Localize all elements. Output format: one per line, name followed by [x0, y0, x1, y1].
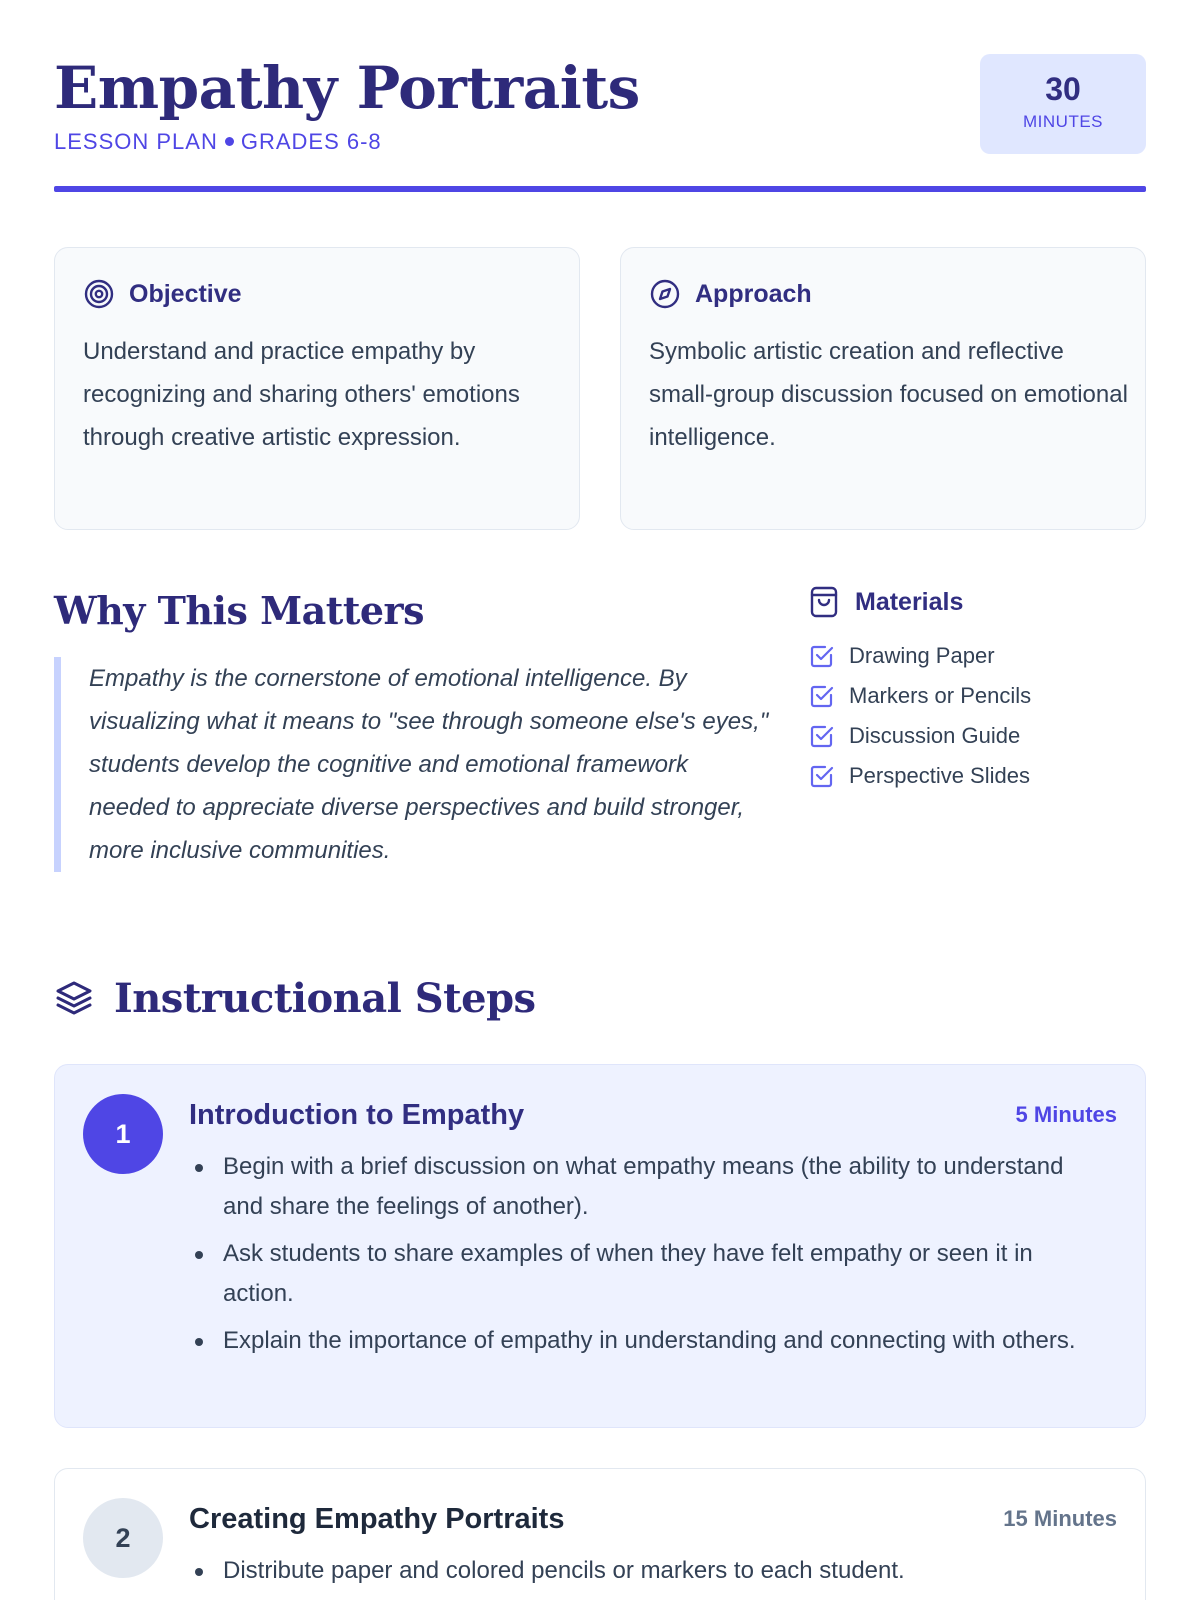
materials-list — [809, 636, 1146, 796]
step-bullet: Distribute paper and colored pencils or markers to each student. — [189, 1551, 1109, 1591]
step-card-active[interactable] — [54, 1064, 1146, 1428]
step-bullet: Explain the importance of empathy in understanding and connecting with others. — [189, 1321, 1109, 1361]
materials-item — [809, 716, 1146, 756]
materials-panel — [809, 585, 1146, 796]
objective-heading: Objective — [129, 279, 242, 308]
materials-heading: Materials — [855, 587, 964, 616]
steps-heading: Instructional Steps — [114, 974, 536, 1022]
objective-text: Understand and practice empathy by recognizing and sharing others' emotions through creative artistic expression. — [83, 338, 520, 451]
shopping-bag-icon — [809, 585, 839, 619]
materials-item-label: Markers or Pencils — [849, 683, 1032, 708]
duration-badge — [980, 54, 1146, 154]
step-bullets — [189, 1147, 1109, 1368]
checkbox-checked-icon — [809, 643, 835, 669]
checkbox-checked-icon — [809, 723, 835, 749]
subtitle-lesson-plan: LESSON PLAN — [54, 129, 218, 154]
materials-item-label: Drawing Paper — [849, 643, 995, 668]
subtitle-grades: GRADES 6-8 — [240, 129, 382, 154]
approach-header — [649, 278, 812, 310]
layers-icon — [54, 978, 94, 1018]
materials-item — [809, 756, 1146, 796]
materials-item — [809, 676, 1146, 716]
checkbox-checked-icon — [809, 763, 835, 789]
target-icon — [83, 278, 115, 310]
materials-item — [809, 636, 1146, 676]
approach-text: Symbolic artistic creation and reflective small-group discussion focused on emotional intelligence. — [649, 338, 1128, 451]
objective-card — [54, 247, 580, 530]
bullet-dot-icon — [225, 137, 234, 146]
step-number-badge: 2 — [83, 1498, 163, 1578]
approach-card — [620, 247, 1146, 530]
header-divider — [54, 186, 1146, 192]
step-duration: 5 Minutes — [1015, 1102, 1117, 1127]
step-duration: 15 Minutes — [1003, 1506, 1117, 1531]
compass-icon — [649, 278, 681, 310]
duration-value: 30 — [1045, 71, 1081, 107]
page-title: Empathy Portraits — [54, 54, 640, 122]
why-quote: Empathy is the cornerstone of emotional intelligence. By visualizing what it means to "see through someone else's eyes," students develop the cognitive and emotional framework needed to appreciate diverse perspectives and build stronger, more inclusive communities. — [54, 657, 769, 872]
step-number-badge: 1 — [83, 1094, 163, 1174]
step-bullet: Begin with a brief discussion on what empathy means (the ability to understand and share the feelings of another). — [189, 1147, 1109, 1227]
lesson-plan-page — [54, 0, 1146, 1584]
duration-unit: MINUTES — [1023, 112, 1103, 131]
checkbox-checked-icon — [809, 683, 835, 709]
materials-item-label: Discussion Guide — [849, 723, 1021, 748]
step-bullets — [189, 1551, 1109, 1598]
why-heading: Why This Matters — [54, 588, 424, 633]
materials-header — [809, 585, 1146, 619]
materials-item-label: Perspective Slides — [849, 763, 1030, 788]
steps-header — [54, 975, 536, 1021]
step-title: Introduction to Empathy — [189, 1099, 525, 1131]
page-subtitle — [54, 129, 382, 155]
step-card[interactable] — [54, 1468, 1146, 1600]
objective-header — [83, 278, 242, 310]
step-title: Creating Empathy Portraits — [189, 1503, 565, 1535]
step-bullet: Ask students to share examples of when they have felt empathy or seen it in action. — [189, 1234, 1109, 1314]
header — [54, 0, 1146, 195]
approach-heading: Approach — [695, 279, 812, 308]
